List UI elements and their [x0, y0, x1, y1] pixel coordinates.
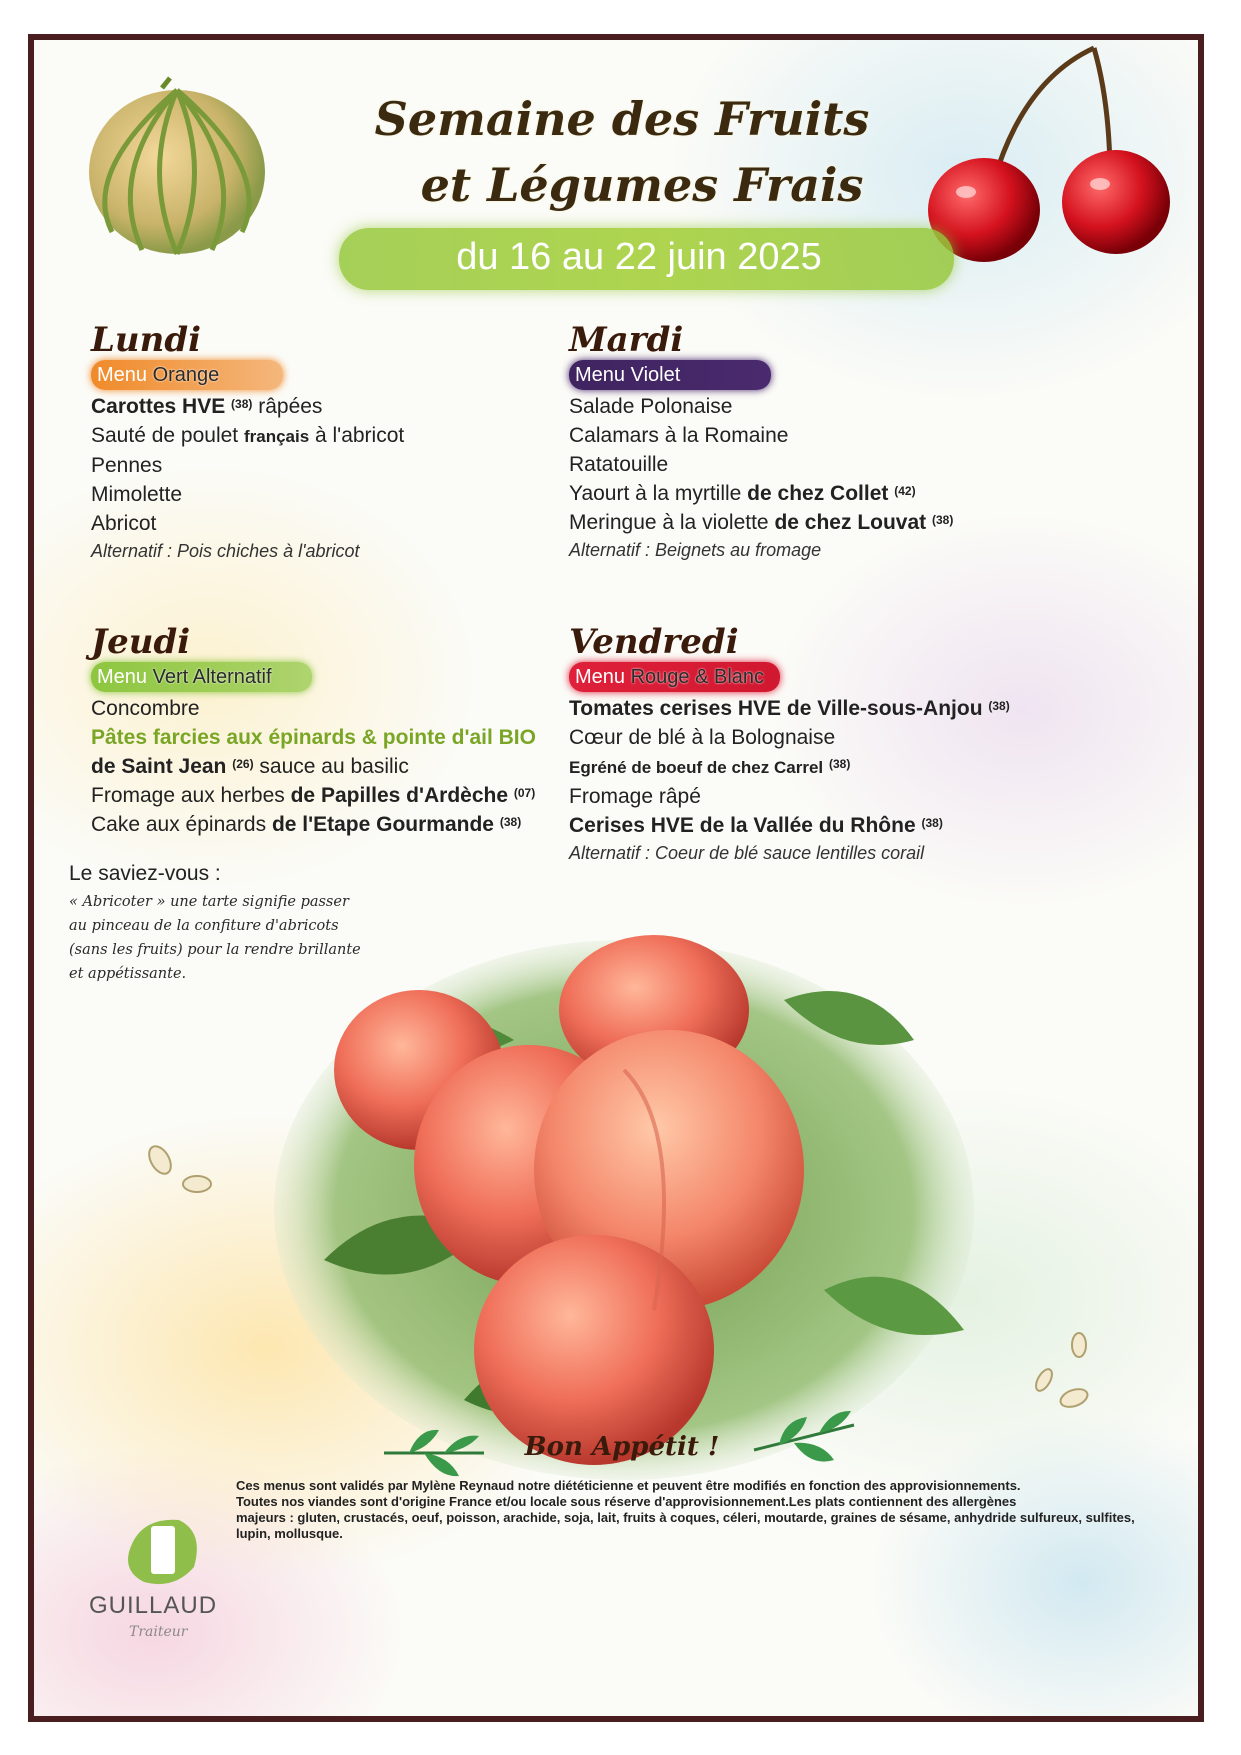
day-lundi — [91, 320, 404, 564]
menu-item: Meringue à la violette de chez Louvat $^{(38)}$ — [569, 511, 954, 534]
menu-item: Cœur de blé à la Bolognaise — [569, 726, 836, 749]
menu-prefix: Menu — [97, 666, 148, 688]
logo-name: GUILLAUD — [89, 1592, 218, 1619]
footer-line3: majeurs : gluten, crustacés, oeuf, poisson, arachide, soja, lait, fruits à coques, céleri, moutarde, graines de sésame, anhydride sulfureux, sulfites, lupin, mollusque. — [236, 1510, 1135, 1541]
menu-item: Ratatouille — [569, 453, 669, 476]
logo-subtitle: Traiteur — [129, 1624, 188, 1640]
menu-items — [569, 694, 1010, 866]
leaf-right-icon — [749, 1405, 859, 1475]
menu-item: Carottes HVE $^{(38)}$ râpées — [91, 395, 323, 418]
menu-theme: Orange — [152, 364, 220, 386]
cherries-illustration — [914, 40, 1174, 270]
menu-theme: Violet — [630, 364, 681, 386]
footer-line1: Ces menus sont validés par Mylène Reynaud notre diététicienne et peuvent être modifiés en fonction des approvisionnements. — [236, 1478, 1021, 1493]
footer-note — [236, 1478, 1161, 1542]
menu-item: Egréné de boeuf de chez Carrel $^{(38)}$ — [569, 757, 851, 777]
menu-alternatif: Alternatif : Coeur de blé sauce lentilles corail — [569, 843, 925, 863]
menu-item: de Saint Jean $^{(26)}$ sauce au basilic — [91, 755, 409, 778]
saviez-vous-text: « Abricoter » une tarte signifie passer au pinceau de la confiture d'abricots (sans les fruits) pour la rendre brillante et appétissante. — [69, 894, 361, 982]
apricots-photo — [264, 930, 984, 1490]
seeds-right-illustration — [1024, 1330, 1114, 1420]
day-vendredi — [569, 622, 1010, 866]
menu-prefix: Menu — [575, 364, 626, 386]
saviez-vous-heading: Le saviez-vous : — [69, 862, 221, 885]
menu-items — [569, 392, 953, 563]
day-name: Jeudi — [91, 622, 191, 662]
menu-alternatif: Alternatif : Pois chiches à l'abricot — [91, 541, 360, 561]
menu-theme-badge — [569, 662, 780, 692]
menu-item: Concombre — [91, 697, 200, 720]
guillaud-logo-icon — [119, 1512, 209, 1592]
menu-page — [28, 34, 1204, 1722]
menu-item: Cake aux épinards de l'Etape Gourmande $^{(38)}$ — [91, 813, 522, 836]
menu-theme-badge — [91, 662, 312, 692]
seeds-left-illustration — [142, 1142, 222, 1202]
menu-items — [91, 694, 536, 839]
menu-item: Calamars à la Romaine — [569, 424, 789, 447]
menu-item: Salade Polonaise — [569, 395, 733, 418]
menu-theme-badge — [91, 360, 283, 390]
menu-item: Abricot — [91, 512, 157, 535]
menu-theme: Vert Alternatif — [152, 666, 272, 688]
menu-theme: Rouge & Blanc — [630, 666, 765, 688]
day-name: Vendredi — [569, 622, 739, 662]
page-title-line1: Semaine des Fruits — [374, 92, 870, 146]
day-mardi — [569, 320, 953, 563]
page-title-line2: et Légumes Frais — [420, 158, 864, 212]
menu-prefix: Menu — [575, 666, 626, 688]
menu-items — [91, 392, 404, 564]
day-name: Mardi — [569, 320, 684, 360]
menu-alternatif: Alternatif : Beignets au fromage — [569, 540, 822, 560]
footer-line2: Toutes nos viandes sont d'origine France et/ou locale sous réserve d'approvisionnement.Les plats contiennent des allergènes — [236, 1494, 1017, 1509]
menu-item: Sauté de poulet français à l'abricot — [91, 424, 405, 447]
menu-item: Fromage aux herbes de Papilles d'Ardèche $^{(07)}$ — [91, 784, 536, 807]
menu-item: Cerises HVE de la Vallée du Rhône $^{(38)}$ — [569, 814, 943, 837]
menu-item: Fromage râpé — [569, 785, 701, 808]
date-range: du 16 au 22 juin 2025 — [456, 236, 822, 278]
bon-appetit: Bon Appétit ! — [524, 1432, 720, 1462]
menu-item: Yaourt à la myrtille de chez Collet $^{(42)}$ — [569, 482, 916, 505]
menu-theme-badge — [569, 360, 771, 390]
menu-item: Tomates cerises HVE de Ville-sous-Anjou $^{(38)}$ — [569, 697, 1010, 720]
menu-item: Pennes — [91, 454, 163, 477]
menu-prefix: Menu — [97, 364, 148, 386]
menu-item: Mimolette — [91, 483, 183, 506]
day-name: Lundi — [91, 320, 202, 360]
menu-item-bio: Pâtes farcies aux épinards & pointe d'ail BIO — [91, 726, 536, 749]
day-jeudi — [91, 622, 536, 839]
